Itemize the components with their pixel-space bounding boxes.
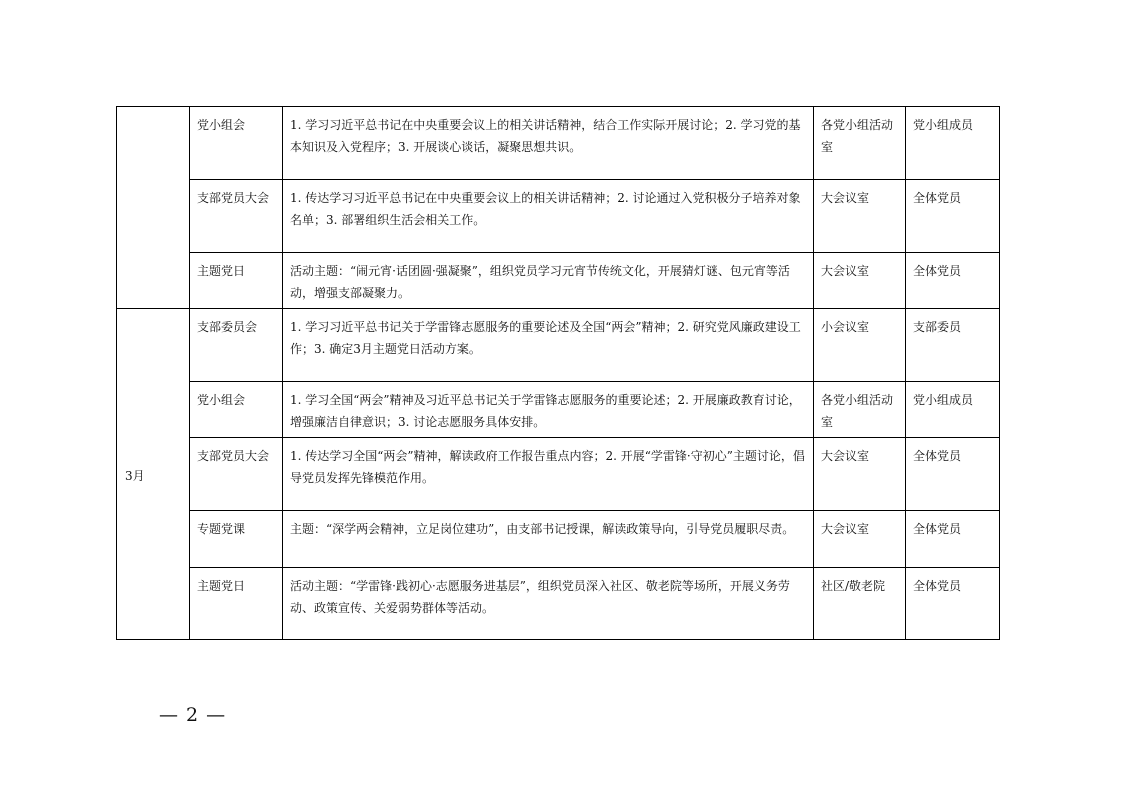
- table-row: [117, 309, 1000, 382]
- activity-content-cell: 活动主题：“闹元宵·话团圆·强凝聚”，组织党员学习元宵节传统文化，开展猜灯谜、包元宵等活动，增强支部凝聚力。: [283, 253, 814, 309]
- activity-participants-cell: 党小组成员: [906, 382, 1000, 438]
- activity-location-cell: 大会议室: [814, 438, 906, 511]
- table-row: [117, 568, 1000, 640]
- table-row: [117, 382, 1000, 438]
- activity-location-cell: 社区/敬老院: [814, 568, 906, 640]
- activity-type-cell: 主题党日: [190, 253, 283, 309]
- activity-plan-table: [116, 106, 1000, 640]
- activity-location-cell: 大会议室: [814, 253, 906, 309]
- activity-type-cell: 专题党课: [190, 511, 283, 568]
- activity-participants-cell: 全体党员: [906, 438, 1000, 511]
- month-cell: [117, 107, 190, 309]
- table-row: [117, 438, 1000, 511]
- activity-content-cell: 1. 传达学习全国“两会”精神，解读政府工作报告重点内容；2. 开展“学雷锋·守初心”主题讨论，倡导党员发挥先锋模范作用。: [283, 438, 814, 511]
- activity-type-cell: 党小组会: [190, 382, 283, 438]
- activity-location-cell: 大会议室: [814, 511, 906, 568]
- activity-content-cell: 1. 学习全国“两会”精神及习近平总书记关于学雷锋志愿服务的重要论述；2. 开展廉政教育讨论，增强廉洁自律意识；3. 讨论志愿服务具体安排。: [283, 382, 814, 438]
- activity-type-cell: 支部党员大会: [190, 180, 283, 253]
- activity-type-cell: 支部委员会: [190, 309, 283, 382]
- activity-type-cell: 党小组会: [190, 107, 283, 180]
- activity-content-cell: 主题：“深学两会精神，立足岗位建功”，由支部书记授课，解读政策导向，引导党员履职尽责。: [283, 511, 814, 568]
- activity-participants-cell: 全体党员: [906, 180, 1000, 253]
- activity-content-cell: 1. 学习习近平总书记在中央重要会议上的相关讲话精神，结合工作实际开展讨论；2. 学习党的基本知识及入党程序；3. 开展谈心谈话，凝聚思想共识。: [283, 107, 814, 180]
- table-row: [117, 511, 1000, 568]
- activity-participants-cell: 全体党员: [906, 253, 1000, 309]
- activity-location-cell: 各党小组活动室: [814, 107, 906, 180]
- table-row: [117, 180, 1000, 253]
- table-row: [117, 107, 1000, 180]
- activity-location-cell: 大会议室: [814, 180, 906, 253]
- activity-type-cell: 主题党日: [190, 568, 283, 640]
- activity-participants-cell: 党小组成员: [906, 107, 1000, 180]
- activity-participants-cell: 支部委员: [906, 309, 1000, 382]
- activity-content-cell: 1. 传达学习习近平总书记在中央重要会议上的相关讲话精神；2. 讨论通过入党积极分子培养对象名单；3. 部署组织生活会相关工作。: [283, 180, 814, 253]
- activity-location-cell: 小会议室: [814, 309, 906, 382]
- activity-participants-cell: 全体党员: [906, 568, 1000, 640]
- activity-type-cell: 支部党员大会: [190, 438, 283, 511]
- activity-content-cell: 活动主题：“学雷锋·践初心·志愿服务进基层”，组织党员深入社区、敬老院等场所，开展义务劳动、政策宣传、关爱弱势群体等活动。: [283, 568, 814, 640]
- activity-location-cell: 各党小组活动室: [814, 382, 906, 438]
- month-cell: 3月: [117, 309, 190, 640]
- activity-content-cell: 1. 学习习近平总书记关于学雷锋志愿服务的重要论述及全国“两会”精神；2. 研究党风廉政建设工作；3. 确定3月主题党日活动方案。: [283, 309, 814, 382]
- table-row: [117, 253, 1000, 309]
- page-number: — 2 —: [159, 704, 227, 726]
- activity-participants-cell: 全体党员: [906, 511, 1000, 568]
